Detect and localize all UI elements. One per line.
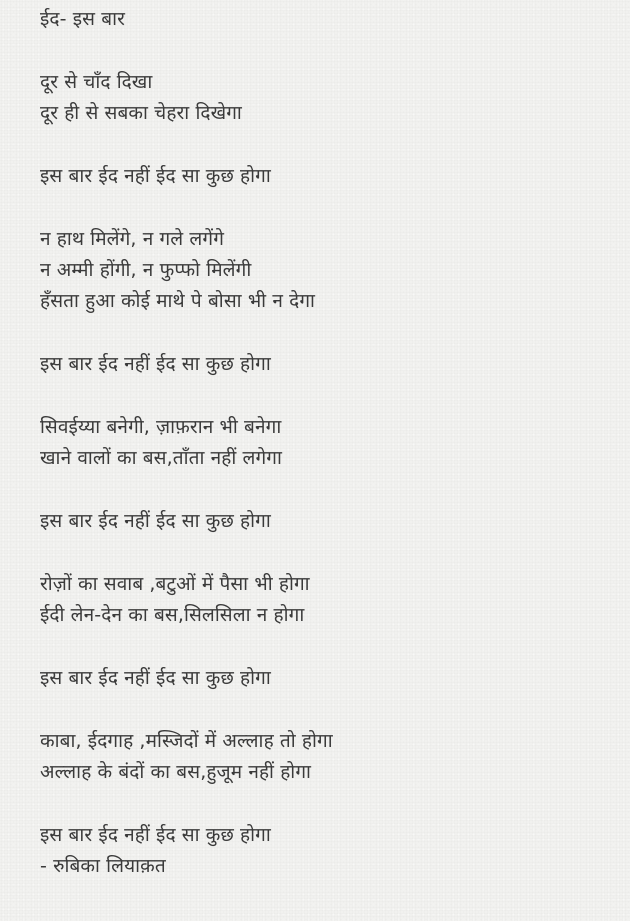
poem-line: न अम्मी होंगी, न फुप्फो मिलेंगी	[40, 259, 252, 281]
poem-title: ईद- इस बार	[40, 8, 125, 30]
refrain-line: इस बार ईद नहीं ईद सा कुछ होगा	[40, 510, 271, 532]
stanza-gap	[40, 35, 630, 67]
poem-line: अल्लाह के बंदों का बस,हुजूम नहीं होगा	[40, 761, 312, 783]
poem-line: रोज़ों का सवाब ,बटुओं में पैसा भी होगा	[40, 573, 310, 595]
refrain-line: इस बार ईद नहीं ईद सा कुछ होगा	[40, 667, 271, 689]
poem-line: न हाथ मिलेंगे, न गले लगेंगे	[40, 228, 224, 250]
refrain-line: इस बार ईद नहीं ईद सा कुछ होगा	[40, 165, 271, 187]
stanza-gap	[40, 380, 630, 412]
stanza-gap	[40, 192, 630, 224]
poem-line: ईदी लेन-देन का बस,सिलसिला न होगा	[40, 604, 305, 626]
refrain-line: इस बार ईद नहीं ईद सा कुछ होगा	[40, 353, 271, 375]
poem-line: दूर से चाँद दिखा	[40, 71, 153, 93]
stanza-gap	[40, 537, 630, 569]
stanza-gap	[40, 474, 630, 506]
poem-author: - रुबिका लियाक़त	[40, 855, 166, 877]
poem-line: काबा, ईदगाह ,मस्जिदों में अल्लाह तो होगा	[40, 730, 333, 752]
stanza-gap	[40, 631, 630, 663]
poem-line: खाने वालों का बस,ताँता नहीं लगेगा	[40, 447, 282, 469]
stanza-gap	[40, 129, 630, 161]
poem-line: दूर ही से सबका चेहरा दिखेगा	[40, 102, 242, 124]
poem-line: हँसता हुआ कोई माथे पे बोसा भी न देगा	[40, 290, 316, 312]
stanza-gap	[40, 317, 630, 349]
stanza-gap	[40, 788, 630, 820]
refrain-line: इस बार ईद नहीं ईद सा कुछ होगा	[40, 824, 271, 846]
poem-line: सिवईय्या बनेगी, ज़ाफ़रान भी बनेगा	[40, 416, 282, 438]
stanza-gap	[40, 694, 630, 726]
